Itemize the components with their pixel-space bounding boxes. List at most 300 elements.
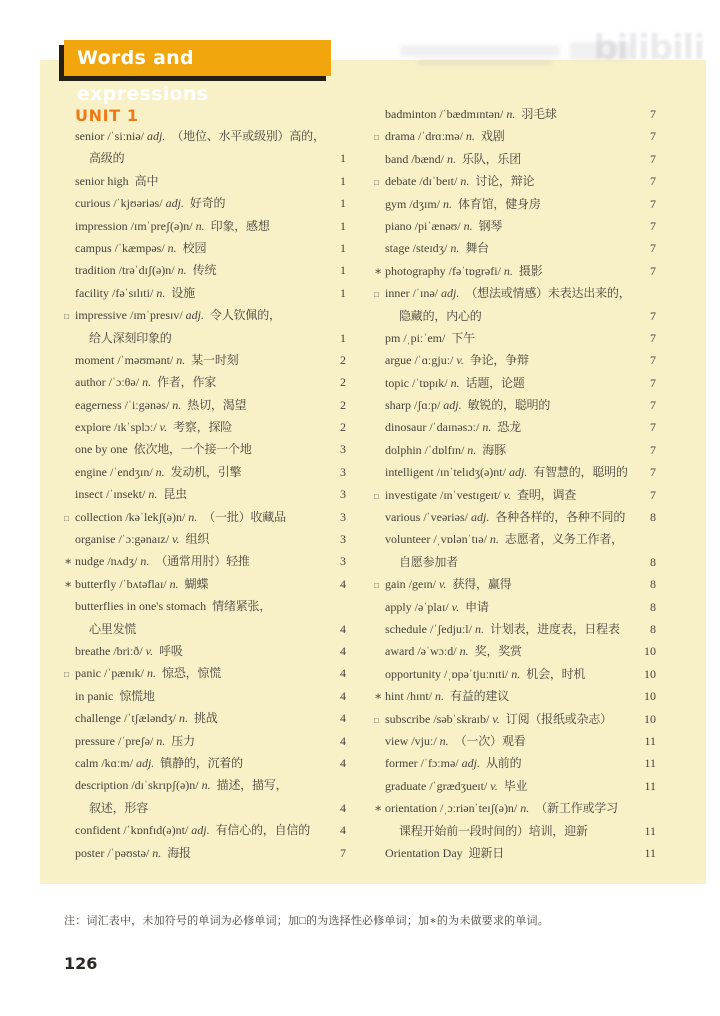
entry-phonetic: /fəˈsɪlɪti/: [111, 285, 154, 300]
entry-text: [385, 640, 642, 662]
entry-page-number: 7: [340, 845, 346, 860]
entry-word: dinosaur: [385, 420, 427, 435]
entry-meaning: 传统: [192, 263, 217, 278]
entry-meaning: 迎新日: [468, 845, 505, 860]
entry-word: badminton: [385, 107, 437, 121]
word-entry-line: [64, 528, 346, 550]
word-entry-line: [64, 192, 346, 214]
entry-phonetic: /ˌvɒlənˈtɪə/: [433, 532, 487, 547]
entry-phonetic: /ˈkjʊəriəs/: [113, 196, 163, 211]
entry-text: [385, 103, 642, 125]
word-entry-line: [374, 663, 656, 685]
entry-meaning: 校园: [182, 240, 207, 255]
entry-meaning: 恐龙: [497, 420, 521, 435]
word-entry-line: [64, 371, 346, 393]
word-entry-line: [374, 640, 656, 662]
entry-meaning-continued: 课程开始前一段时间的）培训，迎新: [399, 823, 588, 838]
entry-pos: v.: [503, 487, 512, 502]
entry-page-number: 7: [650, 129, 656, 144]
word-entry-line: [374, 394, 656, 416]
entry-page-number: 7: [650, 308, 656, 323]
word-entry-line: [64, 125, 346, 147]
entry-page-number: 3: [340, 464, 346, 479]
entry-word: piano: [385, 218, 412, 233]
entry-meaning: 印象，感想: [210, 218, 270, 233]
entry-meaning: 钢琴: [478, 218, 503, 233]
entry-meaning: 羽毛球: [521, 107, 557, 121]
entry-text: [75, 573, 332, 595]
entry-pos: n.: [169, 576, 179, 591]
word-entry-line: [64, 215, 346, 237]
entry-meaning: 摄影: [518, 263, 543, 278]
entry-meaning: 情绪紧张，: [212, 599, 272, 614]
not-required-mark-icon: ∗: [374, 689, 383, 704]
entry-meaning: 热切，渴望: [187, 397, 247, 412]
entry-meaning: 描述，描写，: [216, 778, 288, 793]
entry-word: view: [385, 733, 409, 748]
word-entry-line: [64, 595, 346, 617]
entry-text: [385, 282, 642, 304]
entry-pos: n.: [474, 621, 484, 636]
entry-word: panic: [75, 666, 101, 681]
entry-page-number: 7: [650, 330, 656, 345]
entry-phonetic: /ˈɔːθə/: [108, 375, 140, 390]
entry-meaning: 昆虫: [163, 487, 187, 502]
entry-pos: n.: [156, 733, 166, 748]
entry-phonetic: /ʃɑːp/: [414, 398, 441, 413]
entry-page-number: 1: [340, 218, 346, 233]
word-entry-line: [64, 416, 346, 438]
entry-page-number: 7: [650, 241, 656, 256]
entry-page-number: 8: [650, 577, 656, 592]
entry-text: [75, 707, 332, 729]
entry-page-number: 11: [644, 778, 656, 793]
entry-meaning: 惊恐，惊慌: [162, 666, 222, 681]
entry-word: moment: [75, 352, 115, 367]
entry-phonetic: /ˈfɔːmə/: [420, 756, 459, 771]
word-entry-line: [374, 528, 656, 550]
entry-pos: n.: [142, 375, 152, 390]
entry-phonetic: /ˈkɒnfɪd(ə)nt/: [123, 823, 189, 838]
not-required-mark-icon: ∗: [374, 263, 383, 278]
entry-text: [75, 842, 332, 864]
entry-page-number: 7: [650, 151, 656, 166]
entry-text: [385, 752, 642, 774]
word-entry-line: [64, 304, 346, 326]
entry-text: [75, 147, 332, 169]
entry-text: [385, 797, 642, 819]
entry-meaning-continued: 给人深刻印象的: [89, 330, 172, 345]
entry-phonetic: /ˈiːgənəs/: [124, 397, 170, 412]
entry-phonetic: /ˈveəriəs/: [423, 510, 468, 525]
entry-meaning: 发动机，引擎: [170, 464, 242, 479]
entry-text: [75, 797, 332, 819]
entry-phonetic: /səbˈskraɪb/: [433, 711, 490, 726]
entry-word: eagerness: [75, 397, 122, 412]
watermark: [395, 30, 710, 75]
entry-text: [385, 618, 642, 640]
watermark-logo: bilibili: [593, 28, 704, 68]
entry-page-number: 4: [340, 576, 346, 591]
entry-page-number: 10: [644, 711, 656, 726]
entry-page-number: 1: [340, 285, 346, 300]
entry-pos: n.: [439, 733, 449, 748]
entry-page-number: 2: [340, 375, 346, 390]
entry-page-number: 7: [650, 487, 656, 502]
page-number: 126: [64, 954, 98, 973]
entry-text: [75, 192, 332, 214]
entry-text: [385, 573, 642, 595]
word-entry-line: [374, 439, 656, 461]
word-entry-line: [64, 259, 346, 281]
entry-text: [385, 237, 642, 259]
entry-pos: adj.: [191, 823, 210, 838]
word-entry-line: [64, 237, 346, 259]
word-entry-line: [64, 573, 346, 595]
entry-pos: v.: [490, 778, 498, 793]
entry-meaning: （通常用肘）轻推: [155, 554, 250, 569]
entry-meaning: 各种各样的，各种不同的: [495, 510, 626, 525]
entry-meaning: 高中: [134, 173, 159, 188]
entry-meaning: 考察，探险: [173, 420, 233, 435]
entry-pos: n.: [465, 129, 475, 144]
word-entry-line: [374, 573, 656, 595]
word-entry-line: [374, 797, 656, 819]
word-entry-line: [374, 260, 656, 282]
word-entry-line: [64, 506, 346, 528]
entry-word: insect: [75, 487, 103, 502]
entry-text: [385, 394, 642, 416]
entry-meaning: 作者，作家: [157, 375, 217, 390]
word-entry-line: [374, 103, 656, 125]
entry-meaning: 呼吸: [159, 643, 183, 658]
entry-word: challenge: [75, 711, 121, 726]
entry-word: orientation: [385, 801, 437, 816]
entry-pos: n.: [155, 464, 165, 479]
entry-phonetic: /ˈendʒɪn/: [110, 464, 153, 479]
entry-page-number: 2: [340, 420, 346, 435]
entry-meaning: 志愿者，义务工作者，: [504, 532, 623, 547]
entry-page-number: 7: [650, 442, 656, 457]
entry-text: [75, 170, 332, 192]
entry-pos: n.: [156, 285, 166, 300]
page-title: Words and expressions: [77, 47, 209, 105]
entry-phonetic: /trəˈdɪʃ(ə)n/: [118, 263, 175, 278]
entry-word: drama: [385, 129, 415, 144]
word-entry-line: [374, 372, 656, 394]
entry-phonetic: /dʒɪm/: [409, 196, 441, 211]
optional-word-mark-icon: □: [64, 513, 69, 523]
entry-page-number: 8: [650, 510, 656, 525]
entry-word: campus: [75, 240, 112, 255]
entry-word: photography: [385, 263, 446, 278]
entry-meaning: 计划表，进度表，日程表: [489, 621, 620, 636]
entry-page-number: 3: [340, 442, 346, 457]
entry-pos: n.: [167, 240, 177, 255]
entry-pos: v.: [159, 420, 168, 435]
entry-meaning: 惊慌地: [119, 688, 155, 703]
entry-page-number: 1: [340, 151, 346, 166]
entry-word: pressure: [75, 733, 115, 748]
entry-word: one by one: [75, 442, 128, 457]
entry-pos: n.: [140, 554, 150, 569]
entry-text: [75, 618, 332, 640]
entry-meaning: 敏锐的，聪明的: [467, 398, 551, 413]
entry-word: impression: [75, 218, 128, 233]
entry-text: [75, 304, 332, 326]
entry-phonetic: /ɪnˈvestɪgeɪt/: [439, 487, 501, 502]
entry-word: curious: [75, 196, 111, 211]
entry-meaning-continued: 叙述，形容: [89, 800, 149, 815]
entry-word: hint: [385, 689, 404, 704]
entry-text: [385, 663, 642, 685]
watermark-smudge: [417, 59, 552, 65]
watermark-smudge: [400, 45, 560, 57]
word-entry-line: [64, 752, 346, 774]
entry-pos: n.: [460, 174, 470, 189]
entry-pos: n.: [520, 801, 530, 816]
entry-phonetic: /piˈænəʊ/: [414, 218, 461, 233]
word-entry-line: [64, 438, 346, 460]
entry-phonetic: /ˌpiːˈem/: [403, 330, 446, 345]
entry-pos: adj.: [185, 308, 205, 323]
entry-text: [385, 148, 642, 170]
entry-meaning: 毕业: [503, 778, 528, 793]
entry-page-number: 1: [340, 196, 346, 211]
entry-text: [385, 416, 642, 438]
word-entry-line: [64, 550, 346, 572]
entry-page-number: 4: [340, 800, 346, 815]
entry-meaning-continued: 隐藏的，内心的: [399, 308, 482, 323]
entry-pos: n.: [503, 263, 513, 278]
word-entry-line: [374, 730, 656, 752]
entry-phonetic: /ˈdɒlfɪn/: [424, 442, 465, 457]
entry-word: poster: [75, 845, 105, 860]
word-entry-line: [374, 416, 656, 438]
entry-meaning: （一次）观看: [454, 733, 526, 748]
entry-text: [385, 528, 642, 550]
entry-meaning: 订阅（报纸或杂志）: [505, 711, 612, 726]
entry-text: [75, 774, 332, 796]
entry-text: [75, 215, 332, 237]
entry-phonetic: /ˈtɒpɪk/: [412, 375, 448, 390]
entry-pos: n.: [178, 711, 188, 726]
entry-text: [75, 730, 332, 752]
entry-phonetic: /briːð/: [113, 643, 143, 658]
word-entry-line: [374, 193, 656, 215]
entry-meaning: 挑战: [193, 711, 218, 726]
entry-page-number: 8: [650, 599, 656, 614]
entry-pos: adj.: [147, 129, 166, 143]
entry-text: [385, 842, 642, 864]
entry-pos: adj.: [165, 196, 184, 211]
entry-text: [75, 819, 332, 841]
entry-text: [385, 372, 642, 394]
entry-page-number: 7: [650, 196, 656, 211]
entry-page-number: 8: [650, 554, 656, 569]
word-entry-line: [374, 215, 656, 237]
entry-page-number: 7: [650, 218, 656, 233]
entry-phonetic: /ɪmˈpresɪv/: [130, 308, 183, 323]
entry-page-number: 3: [340, 487, 346, 502]
word-entry-line: [64, 640, 346, 662]
entry-phonetic: /steɪdʒ/: [412, 241, 448, 256]
entry-phonetic: /ˈməʊmənt/: [117, 352, 174, 367]
entry-phonetic: /fəˈtɒgrəfi/: [448, 263, 501, 278]
entry-word: apply: [385, 599, 412, 614]
entry-page-number: 4: [340, 688, 346, 703]
entry-text: [75, 528, 332, 550]
entry-text: [385, 820, 642, 842]
vocab-column-left: [64, 125, 346, 864]
entry-page-number: 4: [340, 755, 346, 770]
word-entry-line: [374, 775, 656, 797]
entry-text: [385, 349, 642, 371]
entry-meaning: 镇静的，沉着的: [160, 755, 243, 770]
entry-text: [75, 685, 332, 707]
word-entry-continuation: [64, 327, 346, 349]
entry-word: investigate: [385, 487, 437, 502]
entry-meaning: 设施: [171, 285, 195, 300]
entry-word: tradition: [75, 263, 116, 278]
entry-pos: n.: [435, 689, 445, 704]
entry-word: nudge: [75, 554, 105, 569]
word-entry-line: [64, 685, 346, 707]
entry-meaning: 查明，调查: [517, 487, 577, 502]
optional-word-mark-icon: □: [374, 581, 379, 591]
entry-text: [385, 170, 642, 192]
entry-pos: n.: [195, 218, 205, 233]
entry-meaning-continued: 高级的: [89, 151, 125, 166]
entry-meaning: 组织: [185, 532, 210, 547]
optional-word-mark-icon: □: [374, 491, 379, 501]
entry-text: [385, 596, 642, 618]
entry-text: [75, 640, 332, 662]
entry-pos: v.: [172, 532, 180, 547]
word-entry-line: [374, 596, 656, 618]
entry-word: butterfly: [75, 576, 117, 591]
entry-pos: n.: [511, 666, 521, 681]
entry-pos: adj.: [461, 756, 480, 771]
entry-page-number: 7: [650, 174, 656, 189]
entry-meaning: 乐队，乐团: [462, 151, 522, 166]
entry-pos: v.: [439, 577, 447, 592]
entry-text: [385, 484, 642, 506]
entry-phonetic: /ɪnˈtelɪdʒ(ə)nt/: [436, 465, 506, 480]
word-entry-line: [374, 282, 656, 304]
entry-page-number: 10: [644, 666, 656, 681]
word-entry-continuation: [374, 820, 656, 842]
entry-meaning-continued: 心里发慌: [89, 621, 137, 636]
entry-word: former: [385, 756, 418, 771]
entry-word: sharp: [385, 398, 411, 413]
entry-word: engine: [75, 464, 107, 479]
word-entry-continuation: [374, 305, 656, 327]
word-entry-line: [64, 819, 346, 841]
entry-text: [75, 506, 332, 528]
entry-text: [75, 550, 332, 572]
entry-text: [75, 483, 332, 505]
optional-word-mark-icon: □: [374, 715, 379, 725]
entry-text: [75, 259, 332, 281]
not-required-mark-icon: ∗: [64, 576, 73, 591]
entry-page-number: 10: [644, 644, 656, 659]
word-entry-line: [64, 730, 346, 752]
entry-phonetic: /vjuː/: [411, 733, 437, 748]
entry-meaning: 机会，时机: [526, 666, 586, 681]
unit-heading: UNIT 1: [75, 106, 139, 125]
entry-pos: v.: [451, 599, 460, 614]
word-entry-continuation: [64, 147, 346, 169]
word-entry-line: [374, 125, 656, 147]
entry-phonetic: /kəˈlekʃ(ə)n/: [125, 509, 186, 524]
entry-page-number: 4: [340, 621, 346, 636]
entry-page-number: 7: [650, 263, 656, 278]
not-required-mark-icon: ∗: [374, 801, 383, 816]
optional-word-mark-icon: □: [64, 670, 69, 680]
footnote: 注：词汇表中，未加符号的单词为必修单词；加□的为选择性必修单词；加∗的为未做要求的单词。: [64, 915, 549, 927]
entry-pos: n.: [463, 218, 473, 233]
entry-page-number: 7: [650, 420, 656, 435]
entry-pos: adj.: [440, 286, 460, 301]
entry-pos: n.: [176, 352, 186, 367]
entry-word: graduate: [385, 778, 427, 793]
word-entry-line: [374, 484, 656, 506]
entry-page-number: 7: [650, 398, 656, 413]
entry-phonetic: /ˈdaɪnəsɔː/: [429, 420, 480, 435]
entry-page-number: 1: [340, 263, 346, 278]
entry-pos: n.: [482, 420, 492, 435]
entry-word: topic: [385, 375, 409, 390]
entry-word: breathe: [75, 643, 111, 658]
entry-page-number: 11: [644, 845, 656, 860]
entry-phonetic: /ˈɑːgjuː/: [414, 353, 454, 368]
entry-pos: n.: [148, 487, 158, 502]
entry-page-number: 7: [650, 375, 656, 390]
entry-word: subscribe: [385, 711, 431, 726]
entry-word: description: [75, 778, 129, 793]
entry-phonetic: /ˈdrɑːmə/: [417, 129, 463, 144]
entry-page-number: 1: [340, 173, 346, 188]
entry-phonetic: /geɪn/: [408, 577, 436, 592]
entry-text: [75, 752, 332, 774]
optional-word-mark-icon: □: [374, 133, 379, 143]
word-entry-line: [374, 618, 656, 640]
entry-word: senior: [75, 129, 105, 143]
word-entry-line: [374, 349, 656, 371]
entry-phonetic: /hɪnt/: [406, 689, 433, 704]
entry-pos: adj.: [508, 465, 528, 480]
entry-word: inner: [385, 286, 410, 301]
entry-phonetic: /ˈpəʊstə/: [107, 845, 150, 860]
word-entry-line: [64, 394, 346, 416]
entry-text: [385, 551, 642, 573]
entry-text: [385, 193, 642, 215]
entry-phonetic: /ˈkæmpəs/: [114, 240, 165, 255]
entry-pos: n.: [489, 532, 499, 547]
entry-pos: v.: [456, 353, 464, 368]
entry-phonetic: /ˈsiːniə/: [107, 129, 144, 143]
entry-pos: n.: [467, 442, 477, 457]
entry-word: stage: [385, 241, 410, 256]
entry-phonetic: /ˈpreʃə/: [117, 733, 154, 748]
entry-text: [385, 215, 642, 237]
entry-pos: n.: [188, 509, 198, 524]
entry-phonetic: /ˈgrædʒueɪt/: [429, 778, 488, 793]
entry-meaning: （一批）收藏品: [203, 509, 286, 524]
word-entry-line: [374, 170, 656, 192]
word-entry-line: [374, 842, 656, 864]
